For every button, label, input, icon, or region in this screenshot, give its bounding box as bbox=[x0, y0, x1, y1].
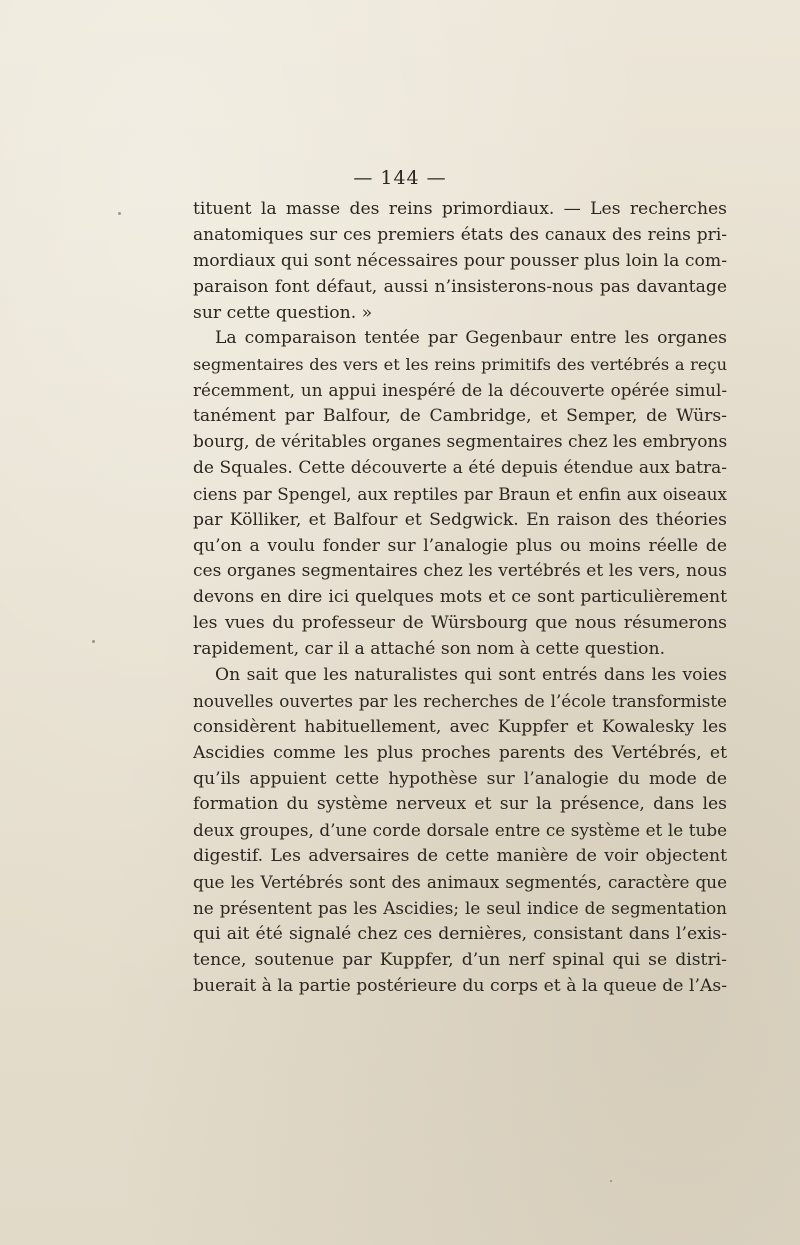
text-line: ciens par Spengel, aux reptiles par Braun et enfin aux oiseaux bbox=[193, 483, 727, 504]
body-text bbox=[193, 197, 727, 1000]
text-line: par Kölliker, et Balfour et Sedgwick. En raison des théories bbox=[193, 509, 727, 530]
text-line: ne présentent pas les Ascidies; le seul indice de segmentation bbox=[193, 898, 727, 919]
paper-speck bbox=[610, 1180, 612, 1182]
text-line: tence, soutenue par Kuppfer, d’un nerf spinal qui se distri- bbox=[193, 949, 727, 970]
text-line: digestif. Les adversaires de cette manière de voir objectent bbox=[193, 846, 727, 867]
text-line: rapidement, car il a attaché son nom à cette question. bbox=[193, 639, 666, 660]
text-line: tituent la masse des reins primordiaux. — Les recherches bbox=[193, 199, 727, 219]
text-line: bourg, de véritables organes segmentaires chez les embryons bbox=[193, 432, 727, 453]
page-number: — 144 — bbox=[353, 167, 447, 189]
text-line: formation du système nerveux et sur la présence, dans les bbox=[193, 794, 727, 815]
text-line: La comparaison tentée par Gegenbaur entre les organes bbox=[215, 328, 727, 349]
paper-speck bbox=[118, 212, 121, 215]
text-line: deux groupes, d’une corde dorsale entre ce système et le tube bbox=[193, 820, 727, 841]
text-line: considèrent habituellement, avec Kuppfer et Kowalesky les bbox=[193, 716, 727, 737]
paper-speck bbox=[92, 640, 95, 643]
text-line: paraison font défaut, aussi n’insisterons-nous pas davantage bbox=[193, 276, 727, 297]
text-line: sur cette question. » bbox=[193, 302, 373, 323]
text-line: les vues du professeur de Würsbourg que nous résumerons bbox=[193, 613, 727, 634]
text-line: buerait à la partie postérieure du corps et à la queue de l’As- bbox=[193, 975, 727, 996]
text-line: anatomiques sur ces premiers états des canaux des reins pri- bbox=[193, 224, 727, 245]
text-line: qu’ils appuient cette hypothèse sur l’analogie du mode de bbox=[193, 768, 727, 789]
text-line: récemment, un appui inespéré de la découverte opérée simul- bbox=[193, 380, 727, 401]
text-line: ces organes segmentaires chez les vertébrés et les vers, nous bbox=[193, 561, 727, 582]
text-line: mordiaux qui sont nécessaires pour pousser plus loin la com- bbox=[193, 250, 727, 271]
text-line: segmentaires des vers et les reins primitifs des vertébrés a reçu bbox=[193, 355, 727, 375]
text-line: que les Vertébrés sont des animaux segmentés, caractère que bbox=[193, 872, 727, 893]
text-line: qui ait été signalé chez ces dernières, consistant dans l’exis- bbox=[193, 923, 727, 944]
text-line: nouvelles ouvertes par les recherches de l’école transformiste bbox=[193, 690, 727, 711]
text-line: qu’on a voulu fonder sur l’analogie plus ou moins réelle de bbox=[193, 535, 727, 556]
text-line: Ascidies comme les plus proches parents des Vertébrés, et bbox=[193, 742, 727, 763]
text-line: de Squales. Cette découverte a été depuis étendue aux batra- bbox=[193, 457, 727, 478]
text-line: tanément par Balfour, de Cambridge, et Semper, de Würs- bbox=[193, 406, 727, 427]
text-line: On sait que les naturalistes qui sont entrés dans les voies bbox=[215, 665, 727, 686]
text-line: devons en dire ici quelques mots et ce sont particulièrement bbox=[193, 587, 727, 608]
